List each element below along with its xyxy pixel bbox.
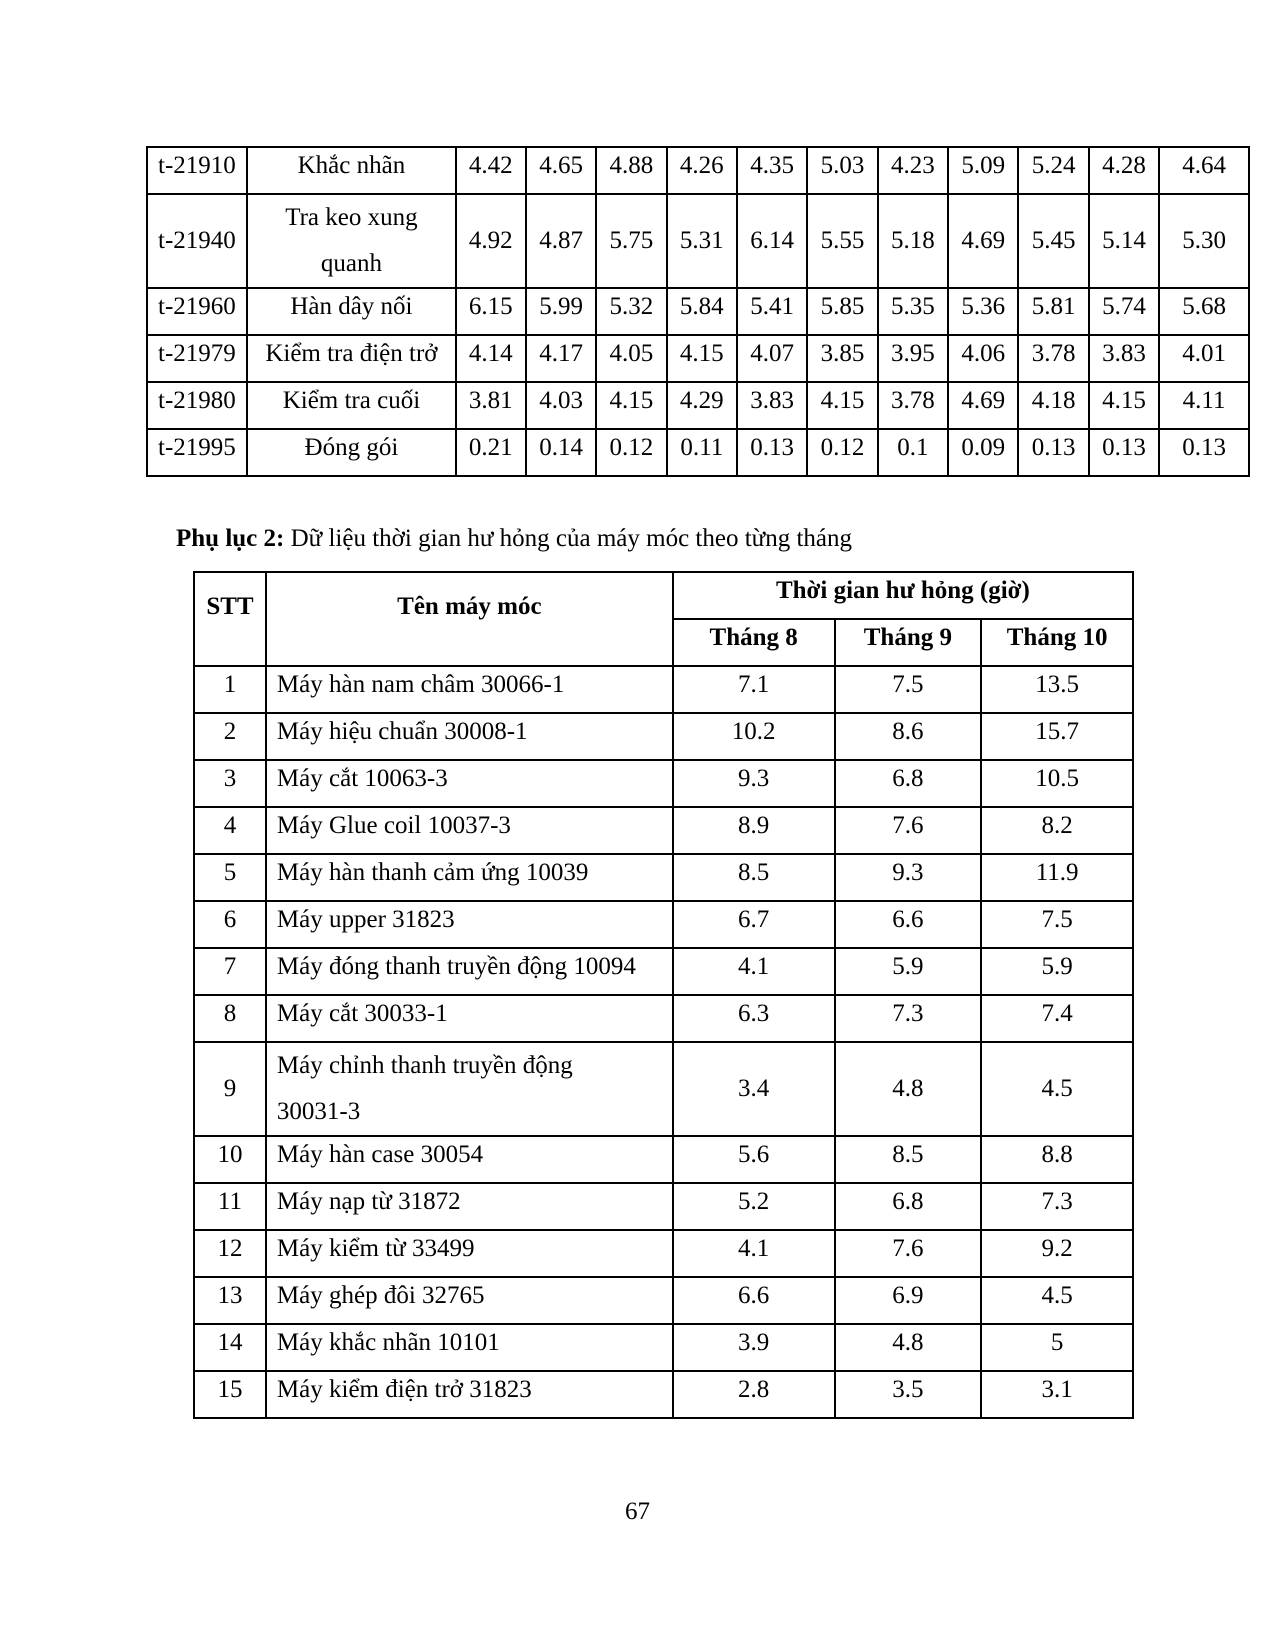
machine-name xyxy=(266,1042,673,1136)
process-code: t-21910 xyxy=(147,147,247,194)
downtime-value: 6.9 xyxy=(835,1277,982,1324)
value-cell: 4.26 xyxy=(667,147,737,194)
machine-name-line: Máy chỉnh thanh truyền động xyxy=(276,1052,573,1079)
value-cell: 5.35 xyxy=(878,288,948,335)
row-number: 11 xyxy=(194,1183,266,1230)
value-cell: 5.99 xyxy=(526,288,596,335)
table-row xyxy=(194,713,1133,760)
machine-name: Máy hàn nam châm 30066-1 xyxy=(266,666,673,713)
machine-name: Máy kiểm từ 33499 xyxy=(266,1230,673,1277)
downtime-value: 4.1 xyxy=(673,1230,835,1277)
header-month-10: Tháng 10 xyxy=(981,619,1133,666)
value-cell: 4.42 xyxy=(456,147,526,194)
machine-name-line: 30031-3 xyxy=(276,1098,361,1125)
value-cell: 6.14 xyxy=(737,194,807,288)
process-name: Khắc nhãn xyxy=(247,147,455,194)
value-cell: 5.36 xyxy=(948,288,1018,335)
value-cell: 5.81 xyxy=(1018,288,1088,335)
table-row xyxy=(194,760,1133,807)
downtime-value: 8.5 xyxy=(835,1136,982,1183)
process-name: Kiểm tra cuối xyxy=(247,382,455,429)
downtime-value: 6.6 xyxy=(835,901,982,948)
value-cell: 4.15 xyxy=(667,335,737,382)
value-cell: 5.09 xyxy=(948,147,1018,194)
appendix-2-title: Dữ liệu thời gian hư hỏng của máy móc theo từng tháng xyxy=(284,525,853,552)
downtime-value: 7.3 xyxy=(981,1183,1133,1230)
value-cell: 5.14 xyxy=(1089,194,1159,288)
process-name-line: Tra keo xung xyxy=(285,204,418,231)
process-code: t-21979 xyxy=(147,335,247,382)
value-cell: 4.64 xyxy=(1159,147,1249,194)
machine-name: Máy hàn thanh cảm ứng 10039 xyxy=(266,854,673,901)
machine-name: Máy nạp từ 31872 xyxy=(266,1183,673,1230)
machine-name: Máy đóng thanh truyền động 10094 xyxy=(266,948,673,995)
table-row xyxy=(194,854,1133,901)
value-cell: 0.14 xyxy=(526,429,596,476)
table-row xyxy=(147,288,1249,335)
value-cell: 5.55 xyxy=(807,194,877,288)
row-number: 8 xyxy=(194,995,266,1042)
downtime-value: 4.8 xyxy=(835,1324,982,1371)
value-cell: 4.69 xyxy=(948,382,1018,429)
row-number: 7 xyxy=(194,948,266,995)
value-cell: 5.18 xyxy=(878,194,948,288)
table-row xyxy=(194,995,1133,1042)
downtime-value: 3.4 xyxy=(673,1042,835,1136)
downtime-value: 9.3 xyxy=(673,760,835,807)
value-cell: 5.31 xyxy=(667,194,737,288)
value-cell: 0.12 xyxy=(807,429,877,476)
value-cell: 0.13 xyxy=(1159,429,1249,476)
process-code: t-21995 xyxy=(147,429,247,476)
value-cell: 3.78 xyxy=(1018,335,1088,382)
downtime-value: 7.6 xyxy=(835,807,982,854)
row-number: 9 xyxy=(194,1042,266,1136)
downtime-value: 5.6 xyxy=(673,1136,835,1183)
downtime-value: 7.1 xyxy=(673,666,835,713)
downtime-value: 4.5 xyxy=(981,1277,1133,1324)
downtime-value: 3.1 xyxy=(981,1371,1133,1418)
downtime-value: 6.8 xyxy=(835,1183,982,1230)
machine-name: Máy upper 31823 xyxy=(266,901,673,948)
process-code: t-21940 xyxy=(147,194,247,288)
value-cell: 5.74 xyxy=(1089,288,1159,335)
row-number: 13 xyxy=(194,1277,266,1324)
process-name: Kiểm tra điện trở xyxy=(247,335,455,382)
value-cell: 5.03 xyxy=(807,147,877,194)
value-cell: 4.28 xyxy=(1089,147,1159,194)
downtime-value: 6.8 xyxy=(835,760,982,807)
downtime-value: 6.3 xyxy=(673,995,835,1042)
value-cell: 5.84 xyxy=(667,288,737,335)
value-cell: 5.68 xyxy=(1159,288,1249,335)
value-cell: 4.14 xyxy=(456,335,526,382)
value-cell: 5.45 xyxy=(1018,194,1088,288)
table-row xyxy=(147,429,1249,476)
value-cell: 0.13 xyxy=(1089,429,1159,476)
value-cell: 0.09 xyxy=(948,429,1018,476)
machine-downtime-table xyxy=(193,571,1134,1419)
table-row xyxy=(194,1324,1133,1371)
machine-name: Máy khắc nhãn 10101 xyxy=(266,1324,673,1371)
row-number: 4 xyxy=(194,807,266,854)
header-month-9: Tháng 9 xyxy=(835,619,982,666)
table-row xyxy=(194,1136,1133,1183)
value-cell: 4.92 xyxy=(456,194,526,288)
downtime-value: 9.3 xyxy=(835,854,982,901)
value-cell: 0.12 xyxy=(596,429,666,476)
value-cell: 3.78 xyxy=(878,382,948,429)
value-cell: 0.11 xyxy=(667,429,737,476)
downtime-value: 2.8 xyxy=(673,1371,835,1418)
value-cell: 3.95 xyxy=(878,335,948,382)
machine-name: Máy cắt 30033-1 xyxy=(266,995,673,1042)
machine-name: Máy ghép đôi 32765 xyxy=(266,1277,673,1324)
value-cell: 0.1 xyxy=(878,429,948,476)
value-cell: 5.41 xyxy=(737,288,807,335)
table-row xyxy=(147,382,1249,429)
machine-name: Máy hiệu chuẩn 30008-1 xyxy=(266,713,673,760)
value-cell: 4.07 xyxy=(737,335,807,382)
downtime-value: 8.2 xyxy=(981,807,1133,854)
downtime-value: 13.5 xyxy=(981,666,1133,713)
value-cell: 4.15 xyxy=(807,382,877,429)
table-row xyxy=(147,194,1249,288)
table-row xyxy=(147,335,1249,382)
downtime-value: 7.3 xyxy=(835,995,982,1042)
machine-name: Máy hàn case 30054 xyxy=(266,1136,673,1183)
process-name: Hàn dây nối xyxy=(247,288,455,335)
header-month-8: Tháng 8 xyxy=(673,619,835,666)
table-row xyxy=(194,1230,1133,1277)
value-cell: 4.05 xyxy=(596,335,666,382)
value-cell: 4.01 xyxy=(1159,335,1249,382)
process-time-table-continued xyxy=(146,146,1250,477)
value-cell: 4.06 xyxy=(948,335,1018,382)
row-number: 2 xyxy=(194,713,266,760)
downtime-value: 4.5 xyxy=(981,1042,1133,1136)
value-cell: 3.83 xyxy=(737,382,807,429)
row-number: 14 xyxy=(194,1324,266,1371)
machine-name: Máy kiểm điện trở 31823 xyxy=(266,1371,673,1418)
value-cell: 0.13 xyxy=(1018,429,1088,476)
value-cell: 4.35 xyxy=(737,147,807,194)
downtime-value: 3.9 xyxy=(673,1324,835,1371)
header-downtime-group: Thời gian hư hỏng (giờ) xyxy=(673,572,1133,619)
process-name: Đóng gói xyxy=(247,429,455,476)
row-number: 5 xyxy=(194,854,266,901)
table-row xyxy=(194,948,1133,995)
downtime-value: 5.9 xyxy=(981,948,1133,995)
value-cell: 4.17 xyxy=(526,335,596,382)
table-row xyxy=(194,807,1133,854)
downtime-value: 9.2 xyxy=(981,1230,1133,1277)
downtime-value: 7.5 xyxy=(981,901,1133,948)
value-cell: 4.11 xyxy=(1159,382,1249,429)
downtime-value: 6.7 xyxy=(673,901,835,948)
value-cell: 4.18 xyxy=(1018,382,1088,429)
value-cell: 3.83 xyxy=(1089,335,1159,382)
table-row xyxy=(194,1277,1133,1324)
downtime-value: 5.9 xyxy=(835,948,982,995)
page-number: 67 xyxy=(625,1498,650,1525)
value-cell: 4.15 xyxy=(596,382,666,429)
row-number: 3 xyxy=(194,760,266,807)
value-cell: 4.23 xyxy=(878,147,948,194)
process-code: t-21960 xyxy=(147,288,247,335)
downtime-value: 7.5 xyxy=(835,666,982,713)
process-name-line: quanh xyxy=(320,250,382,277)
row-number: 15 xyxy=(194,1371,266,1418)
downtime-value: 3.5 xyxy=(835,1371,982,1418)
table-row xyxy=(147,147,1249,194)
downtime-value: 10.5 xyxy=(981,760,1133,807)
table-row xyxy=(194,1183,1133,1230)
row-number: 10 xyxy=(194,1136,266,1183)
downtime-value: 8.6 xyxy=(835,713,982,760)
value-cell: 3.85 xyxy=(807,335,877,382)
value-cell: 4.87 xyxy=(526,194,596,288)
value-cell: 4.69 xyxy=(948,194,1018,288)
downtime-value: 11.9 xyxy=(981,854,1133,901)
value-cell: 5.32 xyxy=(596,288,666,335)
machine-name: Máy cắt 10063-3 xyxy=(266,760,673,807)
table-row xyxy=(194,1042,1133,1136)
table-row xyxy=(194,1371,1133,1418)
value-cell: 5.24 xyxy=(1018,147,1088,194)
downtime-value: 8.9 xyxy=(673,807,835,854)
downtime-value: 8.5 xyxy=(673,854,835,901)
downtime-value: 4.8 xyxy=(835,1042,982,1136)
table-row xyxy=(194,666,1133,713)
appendix-2-caption xyxy=(176,524,852,554)
header-machine-name: Tên máy móc xyxy=(266,572,673,666)
downtime-value: 10.2 xyxy=(673,713,835,760)
machine-name: Máy Glue coil 10037-3 xyxy=(266,807,673,854)
value-cell: 4.88 xyxy=(596,147,666,194)
downtime-value: 6.6 xyxy=(673,1277,835,1324)
downtime-value: 5 xyxy=(981,1324,1133,1371)
row-number: 1 xyxy=(194,666,266,713)
value-cell: 0.21 xyxy=(456,429,526,476)
downtime-value: 7.6 xyxy=(835,1230,982,1277)
downtime-value: 5.2 xyxy=(673,1183,835,1230)
downtime-value: 7.4 xyxy=(981,995,1133,1042)
downtime-value: 4.1 xyxy=(673,948,835,995)
row-number: 6 xyxy=(194,901,266,948)
table-row xyxy=(194,901,1133,948)
appendix-2-label: Phụ lục 2: xyxy=(176,525,285,552)
value-cell: 4.65 xyxy=(526,147,596,194)
row-number: 12 xyxy=(194,1230,266,1277)
value-cell: 5.75 xyxy=(596,194,666,288)
downtime-value: 8.8 xyxy=(981,1136,1133,1183)
downtime-value: 15.7 xyxy=(981,713,1133,760)
header-stt: STT xyxy=(194,572,266,666)
value-cell: 3.81 xyxy=(456,382,526,429)
value-cell: 5.30 xyxy=(1159,194,1249,288)
process-name xyxy=(247,194,455,288)
value-cell: 4.15 xyxy=(1089,382,1159,429)
process-code: t-21980 xyxy=(147,382,247,429)
value-cell: 4.03 xyxy=(526,382,596,429)
value-cell: 0.13 xyxy=(737,429,807,476)
value-cell: 5.85 xyxy=(807,288,877,335)
value-cell: 4.29 xyxy=(667,382,737,429)
value-cell: 6.15 xyxy=(456,288,526,335)
